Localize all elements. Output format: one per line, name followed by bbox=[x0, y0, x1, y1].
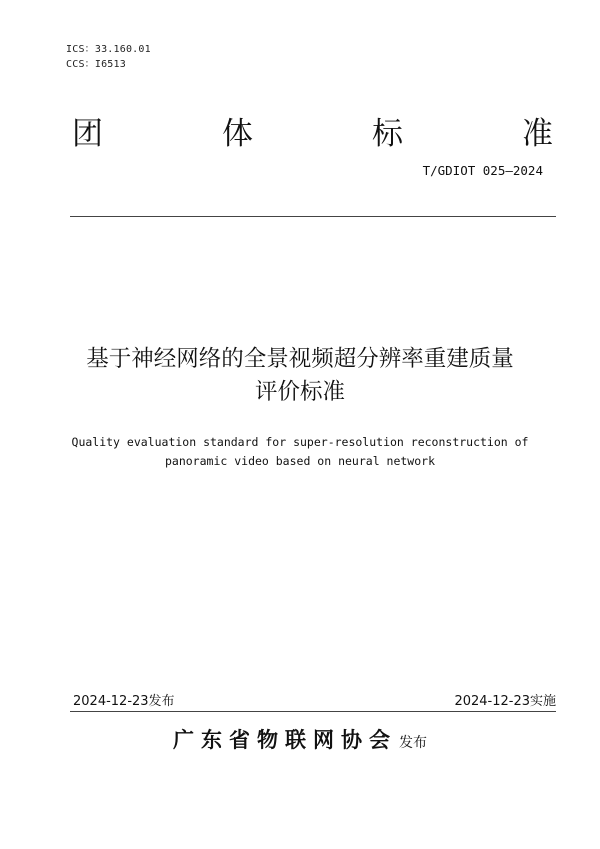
top-divider bbox=[70, 216, 556, 217]
bottom-divider bbox=[70, 711, 556, 712]
ccs-code: CCS：I6513 bbox=[66, 59, 126, 70]
standard-type-char: 准 bbox=[522, 116, 553, 152]
english-title bbox=[0, 433, 600, 471]
publish-date: 2024-12-23发布 bbox=[73, 694, 175, 709]
issuer-action: 发布 bbox=[399, 735, 427, 751]
english-title-line-2: panoramic video based on neural network bbox=[164, 454, 436, 468]
standard-type-char: 标 bbox=[372, 116, 403, 152]
chinese-title bbox=[0, 343, 600, 409]
chinese-title-line-2: 评价标准 bbox=[254, 379, 345, 405]
standard-number: T/GDIOT 025—2024 bbox=[422, 163, 543, 178]
issuer-organization: 广东省物联网协会 bbox=[173, 728, 397, 752]
implementation-date: 2024-12-23实施 bbox=[454, 694, 556, 709]
standard-type-heading bbox=[72, 108, 553, 152]
english-title-line-1: Quality evaluation standard for super-resolution reconstruction of bbox=[71, 435, 529, 449]
standard-type-char: 体 bbox=[222, 116, 253, 152]
chinese-title-line-1: 基于神经网络的全景视频超分辨率重建质量 bbox=[86, 346, 514, 372]
standard-type-char: 团 bbox=[72, 116, 103, 152]
issuer-line bbox=[0, 724, 600, 754]
ics-code: ICS：33.160.01 bbox=[66, 44, 151, 55]
